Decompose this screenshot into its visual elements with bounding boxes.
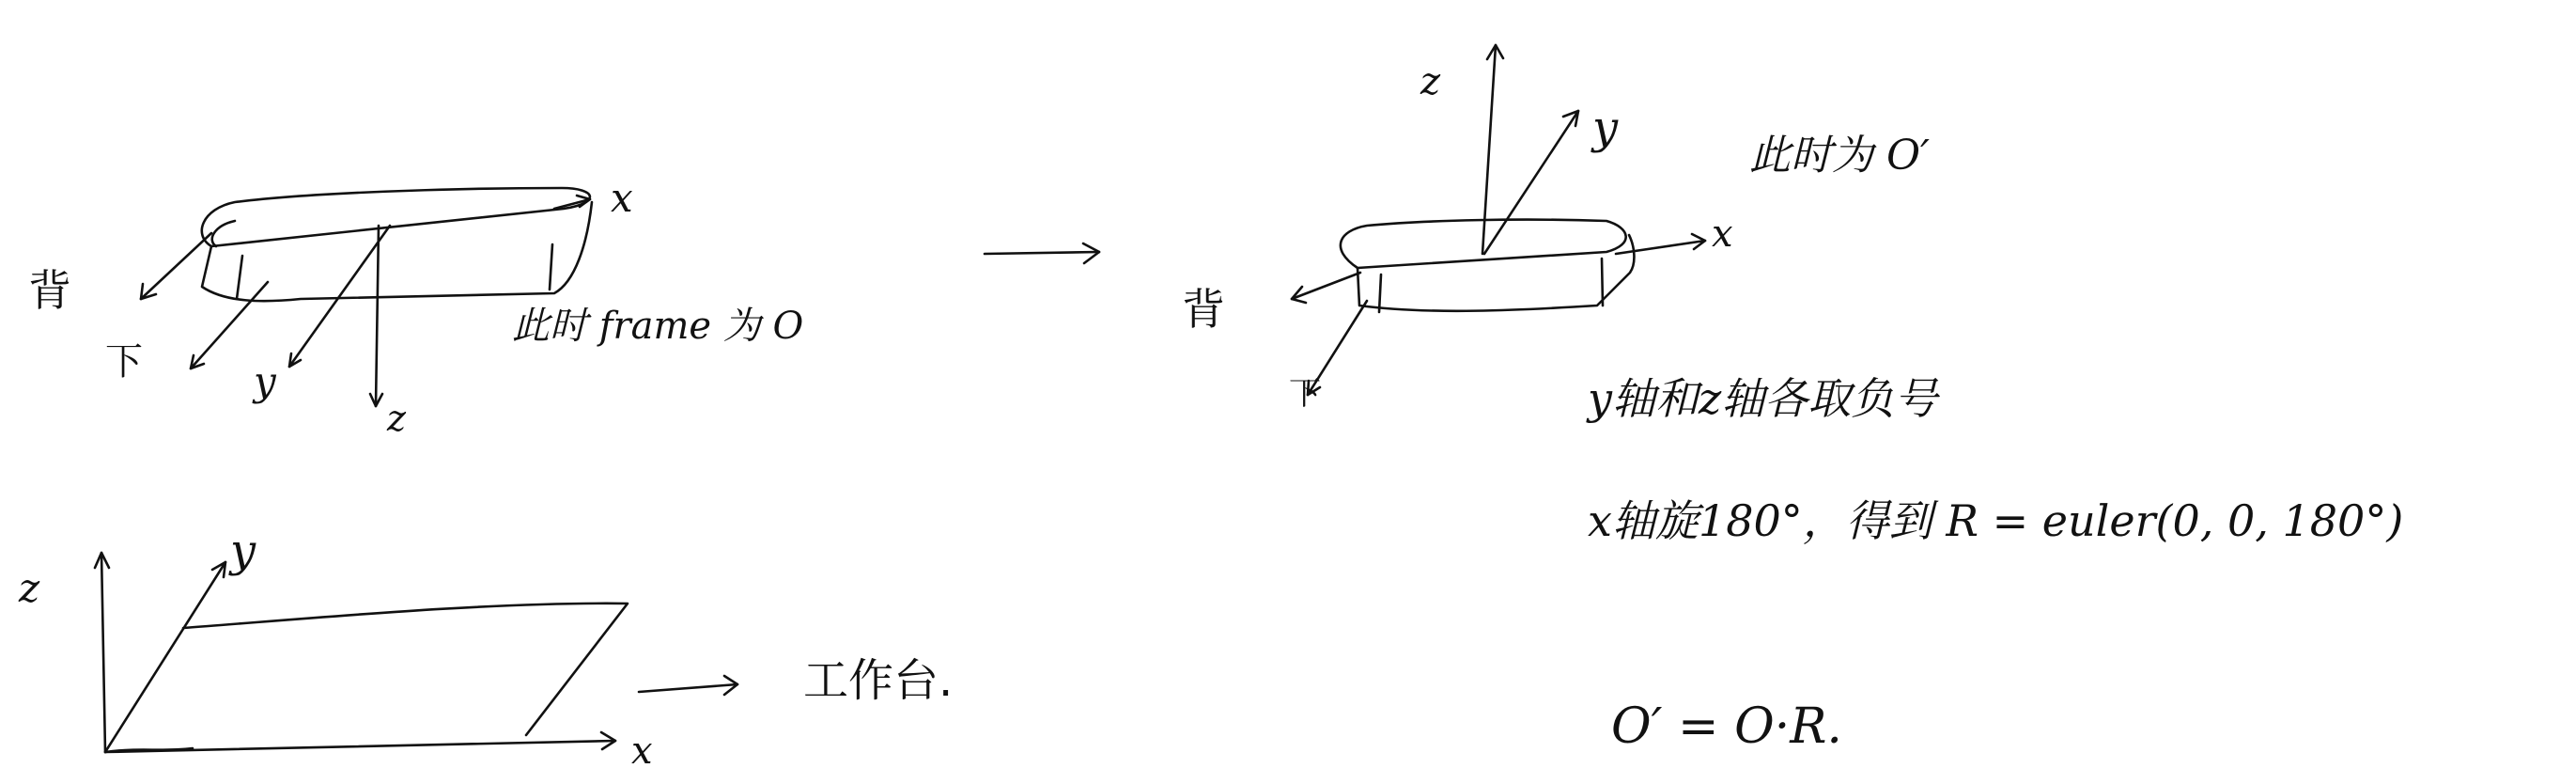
- z-label-2: z: [1420, 60, 1441, 103]
- object-top-outline: [202, 188, 590, 246]
- y-label-2: y: [1592, 102, 1619, 154]
- frame-o-note: 此时 frame 为 O: [512, 305, 804, 348]
- frame-o-prime-note: 此时为 O′: [1749, 132, 1931, 180]
- down-label: 下: [105, 340, 143, 384]
- back-label-2: 背: [1182, 284, 1225, 335]
- y-label-3: y: [230, 525, 256, 577]
- x-axis-arrow-b: [1616, 241, 1705, 254]
- workbench: [95, 553, 737, 752]
- x-label-2: x: [1712, 212, 1733, 256]
- z-label-3: z: [19, 565, 40, 611]
- object-frame-o: [141, 188, 592, 406]
- workbench-plane: [183, 604, 628, 735]
- y-axis-arrow-c: [105, 562, 225, 752]
- workbench-label: 工作台.: [803, 654, 954, 707]
- down-label-2: 下: [1289, 375, 1321, 413]
- note-line-1: y轴和z轴各取负号: [1588, 373, 1938, 424]
- down-axis-arrow: [191, 282, 268, 368]
- z-axis-arrow-c: [101, 553, 105, 752]
- z-axis-arrow-b: [1482, 45, 1496, 254]
- y-axis-arrow-b: [1484, 111, 1578, 254]
- back-axis-arrow: [141, 233, 211, 299]
- object-front-face-2: [1358, 235, 1634, 311]
- x-label: x: [611, 175, 633, 221]
- note-line-2: x轴旋180°，得到 R = euler(0, 0, 180°): [1588, 495, 2404, 546]
- z-axis-arrow-a: [376, 226, 379, 406]
- object-frame-o-prime: [1292, 45, 1705, 395]
- back-label: 背: [28, 265, 71, 316]
- note-line-3: O′ = O·R.: [1611, 698, 1842, 755]
- transition-arrow: [985, 243, 1099, 263]
- object-front-face: [202, 202, 592, 301]
- z-label: z: [387, 398, 407, 439]
- x-label-3: x: [631, 729, 653, 773]
- y-label: y: [254, 358, 276, 404]
- workbench-pointer-arrow: [639, 684, 737, 692]
